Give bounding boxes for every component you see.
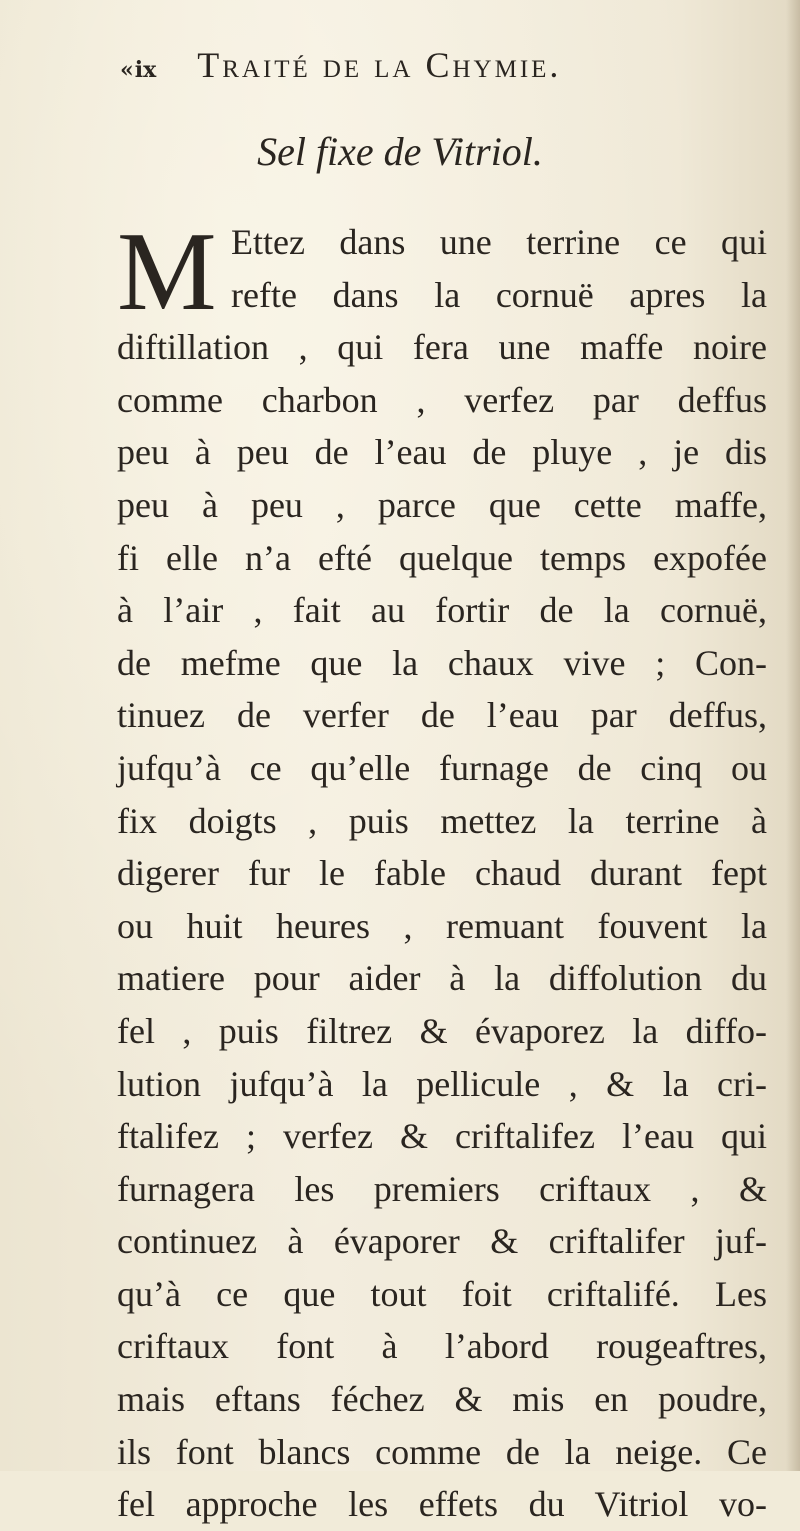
text-line: ils font blancs comme de la neige. Ce — [117, 1431, 767, 1472]
text-line: diftillation , qui fera une maffe noire — [117, 327, 767, 368]
text-line: furnagera les premiers criftaux , & — [117, 1168, 767, 1209]
text-line: matiere pour aider à la diffolution du — [117, 958, 767, 999]
text-line: refte dans la cornuë apres la — [231, 274, 767, 315]
text-line: ou huit heures , remuant fouvent la — [117, 905, 767, 946]
text-line: qu’à ce que tout foit criftalifé. Les — [117, 1273, 767, 1314]
text-line: tinuez de verfer de l’eau par deffus, — [117, 695, 767, 736]
text-line: fix doigts , puis mettez la terrine à — [117, 800, 767, 841]
text-line: peu à peu , parce que cette maffe, — [117, 484, 767, 525]
text-line: digerer fur le fable chaud durant fept — [117, 853, 767, 894]
text-line: comme charbon , verfez par deffus — [117, 379, 767, 420]
text-line: criftaux font à l’abord rougeaftres, — [117, 1326, 767, 1367]
text-line: mais eftans féchez & mis en poudre, — [117, 1379, 767, 1420]
running-title: Traité de la Chymie. — [197, 45, 562, 85]
section-title: Sel fixe de Vitriol. — [257, 129, 543, 174]
body-text — [117, 210, 767, 1531]
text-line: peu à peu de l’eau de pluye , je dis — [117, 432, 767, 473]
page-header — [120, 44, 760, 98]
text-line: fel , puis filtrez & évaporez la diffo- — [117, 1010, 767, 1051]
text-line: Ettez dans une terrine ce qui — [231, 222, 767, 262]
text-line: lution jufqu’à la pellicule , & la cri- — [117, 1063, 767, 1104]
text-line: continuez à évaporer & criftalifer juf- — [117, 1221, 767, 1262]
text-line: de mefme que la chaux vive ; Con- — [117, 642, 767, 683]
text-line: jufqu’à ce qu’elle furnage de cinq ou — [117, 747, 767, 788]
text-line: à l’air , fait au fortir de la cornuë, — [117, 590, 767, 631]
text-line: ftalifez ; verfez & criftalifez l’eau qui — [117, 1116, 767, 1157]
page-edge-shadow — [786, 0, 800, 1471]
text-line: fi elle n’a efté quelque temps expofée — [117, 537, 767, 578]
text-line: fel approche les effets du Vitriol vo- — [117, 1484, 767, 1525]
page-number: «ⅸ — [120, 57, 158, 83]
drop-cap: M — [117, 210, 217, 334]
